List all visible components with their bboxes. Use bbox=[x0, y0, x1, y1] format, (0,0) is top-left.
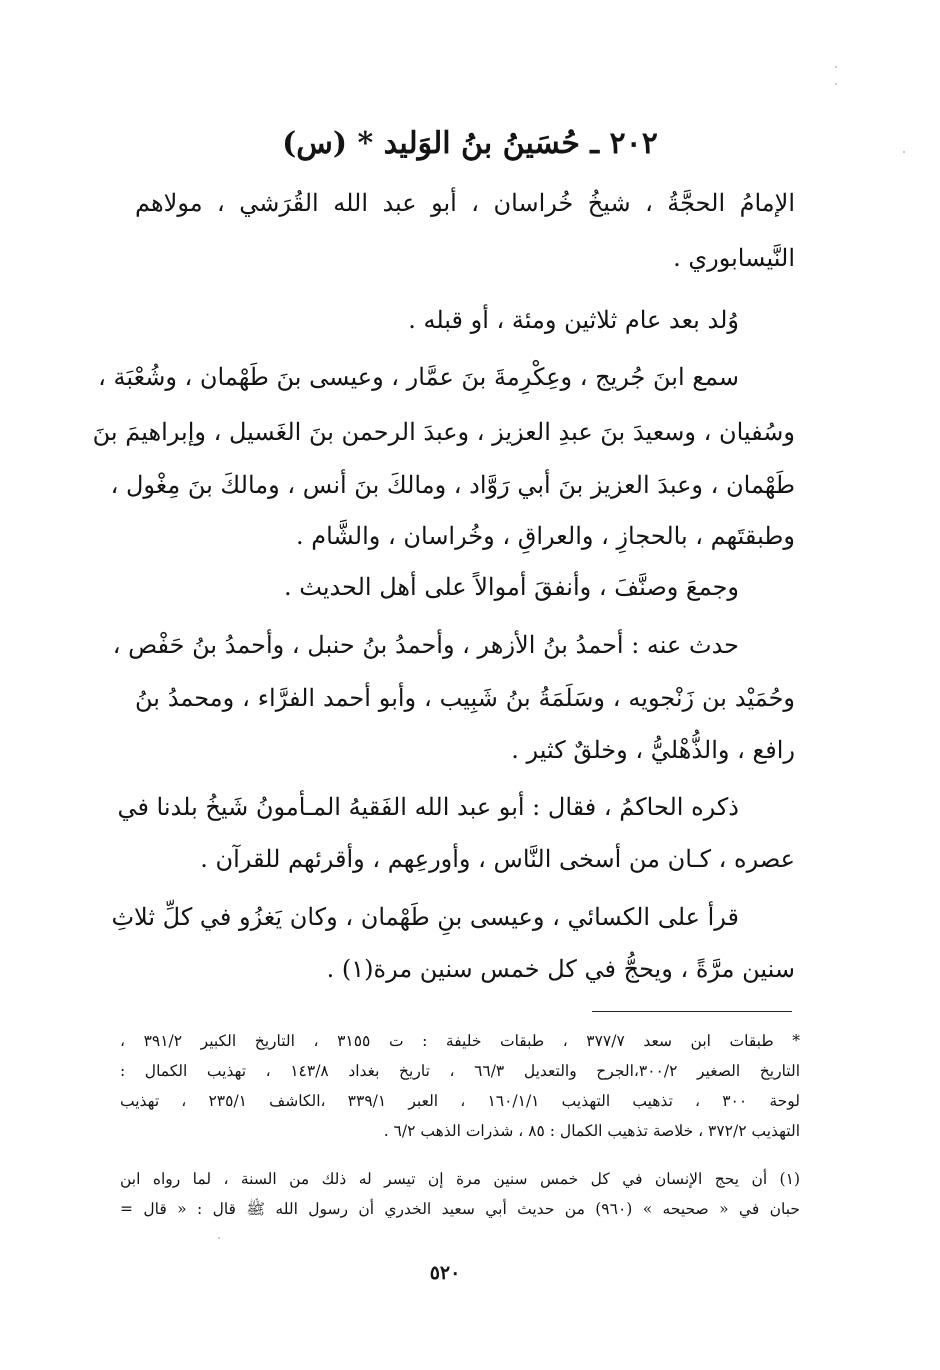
footnote-line: حبان في « صحيحه » (٩٦٠) من حديث أبي سعيد الخدري أن رسول الله ﷺ قال : « قال = bbox=[120, 1200, 800, 1218]
body-line: سمع ابنَ جُريج ، وعِكْرِمةَ بنَ عمَّار ، وعيسى بنَ طَهْمان ، وشُعْبَة ، bbox=[98, 363, 739, 391]
body-line: وُلد بعد عام ثلاثين ومئة ، أو قبله . bbox=[408, 306, 739, 334]
body-line: الإمامُ الحجَّةُ ، شيخُ خُراسان ، أبو عبد الله القُرَشي ، مولاهم bbox=[135, 189, 795, 217]
scan-speck bbox=[903, 151, 905, 153]
page-number: ٥٢٠ bbox=[429, 1262, 461, 1284]
entry-title: ٢٠٢ ـ حُسَينُ بنُ الوَليد * (س) bbox=[282, 126, 658, 161]
footnote-line: التاريخ الصغير ٣٠٠/٢،الجرح والتعديل ٦٦/٣ ، تاريخ بغداد ١٤٣/٨ ، تهذيب الكمال : bbox=[120, 1062, 800, 1080]
scan-speck bbox=[218, 1237, 220, 1239]
body-line: حدث عنه : أحمدُ بنُ الأزهر ، وأحمدُ بنُ حنبل ، وأحمدُ بنُ حَفْص ، bbox=[112, 631, 739, 659]
body-line: وسُفيان ، وسعيدَ بنَ عبدِ العزيز ، وعبدَ الرحمن بنَ الغَسيل ، وإبراهيمَ بنَ bbox=[92, 418, 795, 446]
footnote-line: * طبقات ابن سعد ٣٧٧/٧ ، طبقات خليفة : ت ٣١٥٥ ، التاريخ الكبير ٣٩١/٢ ، bbox=[120, 1032, 800, 1050]
body-line: ذكره الحاكمُ ، فقال : أبو عبد الله الفَقيهُ المـأمونُ شَيخُ بلدنا في bbox=[117, 793, 739, 821]
body-line: عصره ، كـان من أسخى النَّاس ، وأورعِهم ، وأقرئهم للقرآن . bbox=[200, 845, 795, 873]
body-line: قرأ على الكسائي ، وعيسى بنِ طَهْمان ، وكان يَغزُو في كلِّ ثلاثِ bbox=[111, 903, 739, 931]
body-line: النَّيسابوري . bbox=[673, 244, 795, 272]
body-line: سنين مرَّةً ، ويحجُّ في كل خمس سنين مرة(١) . bbox=[326, 955, 795, 983]
scan-speck bbox=[835, 66, 837, 68]
scan-speck bbox=[835, 83, 837, 85]
body-line: وحُمَيْد بن زَنْجويه ، وسَلَمَةُ بنُ شَبِيب ، وأبو أحمد الفرَّاء ، ومحمدُ بنُ bbox=[135, 684, 795, 712]
footnote-line: لوحة ٣٠٠ ، تذهيب التهذيب ١٦٠/١/١ ، العبر ٣٣٩/١ ،الكاشف ٢٣٥/١ ، تهذيب bbox=[120, 1092, 800, 1110]
footnote-line: التهذيب ٣٧٢/٢ ، خلاصة تذهيب الكمال : ٨٥ ، شذرات الذهب ٦/٢ . bbox=[383, 1122, 800, 1140]
body-line: رافع ، والذُّهْليُّ ، وخلقٌ كثير . bbox=[511, 736, 795, 764]
body-line: وجمعَ وصنَّفَ ، وأنفقَ أموالاً على أهل الحديث . bbox=[284, 573, 739, 601]
body-line: وطبقتَهم ، بالحجازِ ، والعراقِ ، وخُراسان ، والشَّام . bbox=[295, 522, 795, 550]
footnote-separator bbox=[592, 1011, 792, 1012]
footnote-line: (١) أن يحج الإنسان في كل خمس سنين مرة إن تيسر له ذلك من السنة ، لما رواه ابن bbox=[120, 1170, 800, 1188]
body-line: طَهْمان ، وعبدَ العزيز بنَ أبي رَوَّاد ، ومالكَ بنَ أنس ، ومالكَ بنَ مِغْول ، bbox=[110, 471, 795, 499]
